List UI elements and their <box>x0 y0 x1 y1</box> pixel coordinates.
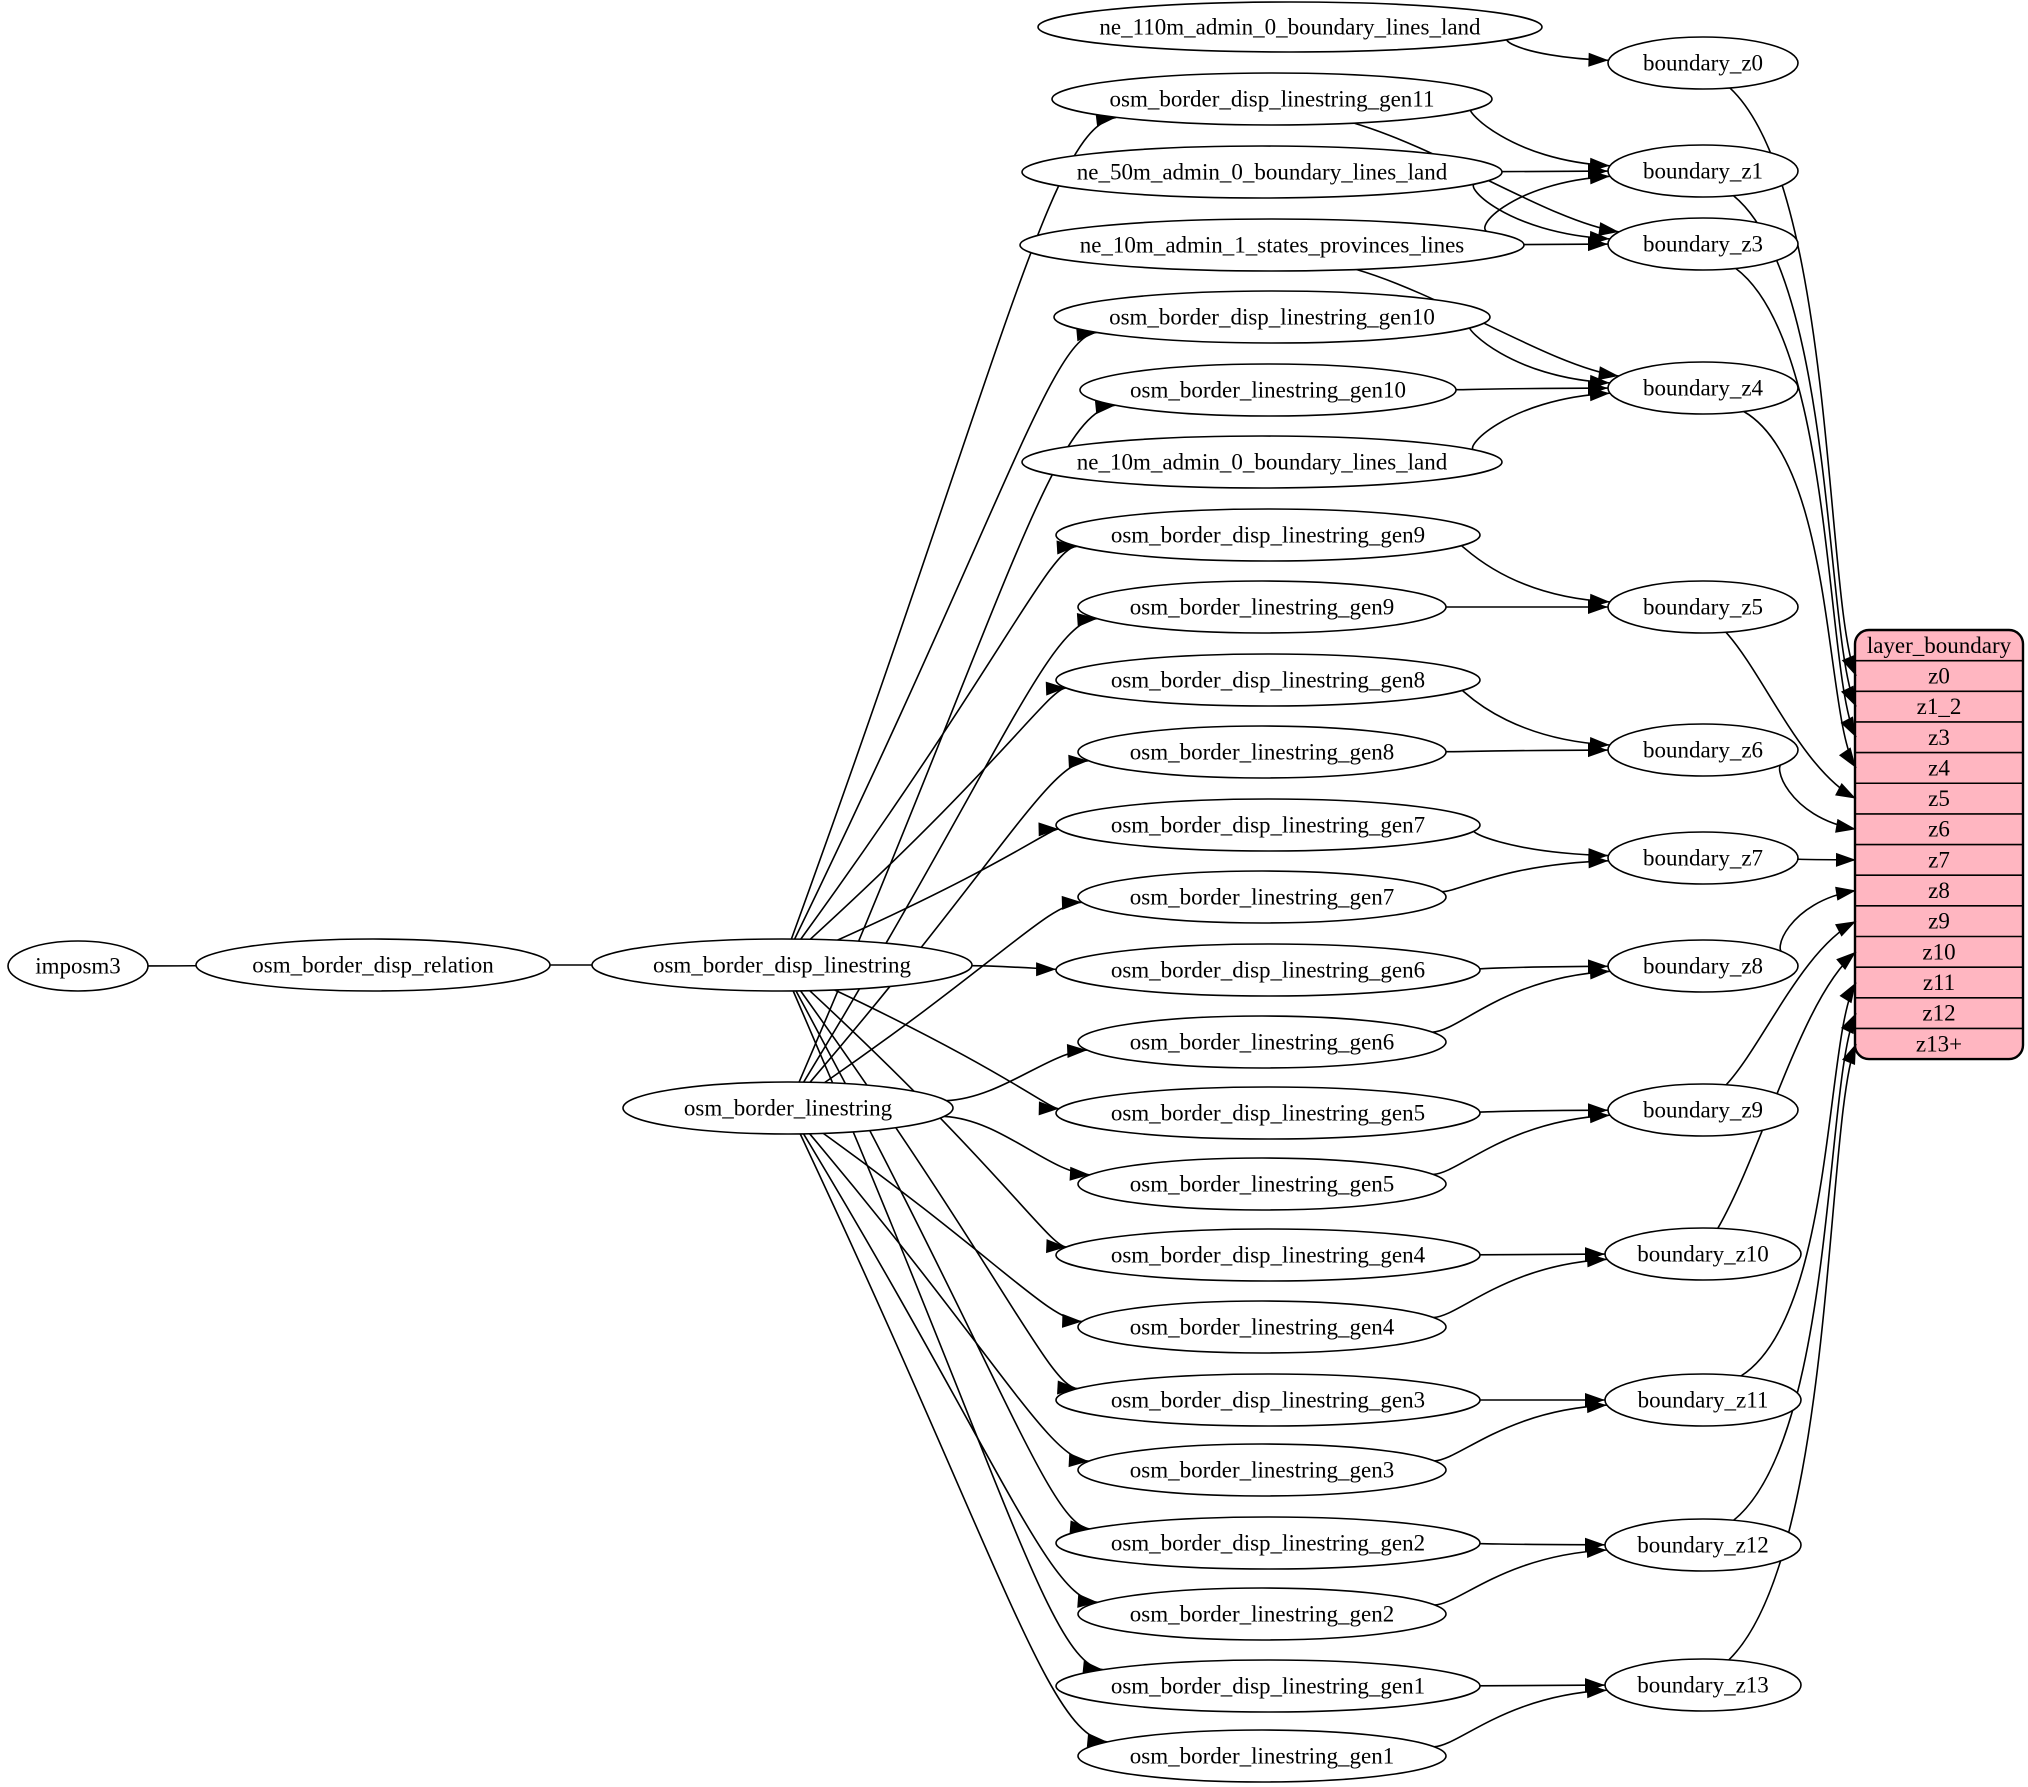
node-imposm3 <box>8 941 148 991</box>
edge-osm_border_disp_linestring_gen11-to-boundary_z1 <box>1471 110 1610 166</box>
edge-osm_border_linestring_gen10-to-boundary_z4 <box>1456 388 1608 390</box>
imposm3-label: imposm3 <box>35 953 121 979</box>
node-ne_10m_admin_0_boundary_lines_land <box>1022 436 1502 488</box>
node-boundary_z11 <box>1605 1374 1801 1426</box>
edge-osm_border_disp_linestring-to-osm_border_disp_linestring_gen7 <box>838 829 1059 940</box>
node-osm_border_disp_linestring_gen6 <box>1056 944 1480 996</box>
edge-osm_border_linestring-to-osm_border_linestring_gen8 <box>810 761 1089 1082</box>
osm_border_linestring_gen1-label: osm_border_linestring_gen1 <box>1129 1743 1395 1769</box>
record-row-label-z4: z4 <box>1928 755 1950 781</box>
boundary_z10-label: boundary_z10 <box>1637 1241 1769 1267</box>
node-osm_border_linestring <box>623 1082 953 1134</box>
osm_border_disp_linestring_gen3-label: osm_border_disp_linestring_gen3 <box>1110 1387 1426 1413</box>
layer-boundary-record <box>1855 630 2023 1059</box>
record-row-label-z0: z0 <box>1928 663 1950 689</box>
osm_border_disp_linestring_gen11-label: osm_border_disp_linestring_gen11 <box>1109 86 1435 112</box>
osm_border_disp_linestring-label: osm_border_disp_linestring <box>652 952 912 978</box>
node-boundary_z5 <box>1608 581 1798 633</box>
record-row-label-z12: z12 <box>1922 1000 1956 1026</box>
node-osm_border_disp_linestring_gen5 <box>1056 1087 1480 1139</box>
boundary_z7-label: boundary_z7 <box>1642 845 1764 871</box>
boundary_z5-label: boundary_z5 <box>1642 594 1764 620</box>
ne_10m_admin_1_states_provinces_lines-label: ne_10m_admin_1_states_provinces_lines <box>1079 232 1465 258</box>
osm_border_disp_linestring_gen4-label: osm_border_disp_linestring_gen4 <box>1110 1242 1426 1268</box>
ne_110m_admin_0_boundary_lines_land-label: ne_110m_admin_0_boundary_lines_land <box>1099 14 1481 40</box>
ne_10m_admin_0_boundary_lines_land-label: ne_10m_admin_0_boundary_lines_land <box>1076 449 1448 475</box>
edge-osm_border_linestring-to-osm_border_linestring_gen3 <box>810 1134 1089 1461</box>
edge-osm_border_disp_linestring-to-osm_border_disp_linestring_gen6 <box>972 966 1056 970</box>
osm_border_linestring_gen5-label: osm_border_linestring_gen5 <box>1129 1171 1395 1197</box>
edge-osm_border_disp_linestring_gen8-to-boundary_z6 <box>1462 690 1610 745</box>
edge-osm_border_disp_linestring_gen9-to-boundary_z5 <box>1461 546 1610 602</box>
osm_border_linestring_gen2-label: osm_border_linestring_gen2 <box>1129 1601 1395 1627</box>
record-row-label-z11: z11 <box>1922 969 1956 995</box>
osm_border_linestring_gen4-label: osm_border_linestring_gen4 <box>1129 1314 1395 1340</box>
edge-osm_border_disp_linestring_gen6-to-boundary_z8 <box>1477 966 1608 969</box>
edge-osm_border_disp_linestring_gen2-to-boundary_z12 <box>1477 1543 1605 1545</box>
osm_border_disp_linestring_gen2-label: osm_border_disp_linestring_gen2 <box>1110 1530 1426 1556</box>
boundary_z4-label: boundary_z4 <box>1642 375 1764 401</box>
boundary_z12-label: boundary_z12 <box>1637 1532 1769 1558</box>
edge-osm_border_disp_linestring-to-osm_border_disp_linestring_gen3 <box>801 991 1078 1389</box>
edge-osm_border_disp_linestring_gen5-to-boundary_z9 <box>1477 1110 1608 1112</box>
edge-osm_border_linestring-to-osm_border_linestring_gen4 <box>823 1133 1082 1321</box>
node-osm_border_linestring_gen10 <box>1080 364 1456 416</box>
osm_border_linestring_gen7-label: osm_border_linestring_gen7 <box>1129 884 1395 910</box>
edge-osm_border_linestring_gen8-to-boundary_z6 <box>1446 750 1608 752</box>
osm_border_linestring_gen3-label: osm_border_linestring_gen3 <box>1129 1457 1395 1483</box>
nodes-layer <box>8 2 1801 1782</box>
node-osm_border_linestring_gen4 <box>1078 1301 1446 1353</box>
edge-boundary_z8-to-layer_boundary.z8 <box>1780 891 1856 953</box>
edge-osm_border_disp_linestring_gen4-to-boundary_z10 <box>1477 1254 1605 1255</box>
record-row-label-z8: z8 <box>1928 878 1950 904</box>
boundary_z13-label: boundary_z13 <box>1637 1672 1769 1698</box>
node-boundary_z12 <box>1605 1519 1801 1571</box>
node-boundary_z4 <box>1608 362 1798 414</box>
node-osm_border_disp_linestring_gen1 <box>1056 1660 1480 1712</box>
osm_border_linestring_gen6-label: osm_border_linestring_gen6 <box>1129 1029 1395 1055</box>
osm_border_linestring-label: osm_border_linestring <box>683 1095 893 1121</box>
node-osm_border_linestring_gen1 <box>1078 1730 1446 1782</box>
record-row-label-z5: z5 <box>1928 786 1950 812</box>
record-row-label-z3: z3 <box>1928 724 1950 750</box>
edge-osm_border_disp_linestring_gen10-to-boundary_z4 <box>1470 328 1610 383</box>
edge-osm_border_linestring-to-osm_border_linestring_gen9 <box>804 619 1098 1083</box>
edge-osm_border_linestring_gen4-to-boundary_z10 <box>1433 1259 1607 1317</box>
node-osm_border_disp_relation <box>196 939 550 991</box>
edge-osm_border_linestring_gen1-to-boundary_z13 <box>1434 1690 1607 1747</box>
osm_border_disp_linestring_gen9-label: osm_border_disp_linestring_gen9 <box>1110 522 1426 548</box>
node-osm_border_disp_linestring_gen9 <box>1056 509 1480 561</box>
node-boundary_z1 <box>1608 145 1798 197</box>
record-row-label-z1_2: z1_2 <box>1916 694 1962 720</box>
node-boundary_z10 <box>1605 1228 1801 1280</box>
edge-osm_border_linestring_gen3-to-boundary_z11 <box>1434 1405 1607 1461</box>
edge-boundary_z3-to-layer_boundary.z3 <box>1736 268 1856 737</box>
edge-ne_50m_admin_0_boundary_lines_land-to-boundary_z3 <box>1473 184 1609 239</box>
record-row-label-z13+: z13+ <box>1915 1031 1963 1057</box>
record-row-label-z10: z10 <box>1922 939 1956 965</box>
edge-osm_border_disp_linestring_gen1-to-boundary_z13 <box>1477 1685 1605 1686</box>
edge-osm_border_disp_linestring-to-osm_border_disp_linestring_gen10 <box>795 333 1097 940</box>
ne_50m_admin_0_boundary_lines_land-label: ne_50m_admin_0_boundary_lines_land <box>1076 159 1448 185</box>
node-boundary_z7 <box>1608 832 1798 884</box>
boundary_z11-label: boundary_z11 <box>1637 1387 1769 1413</box>
node-osm_border_disp_linestring_gen2 <box>1056 1517 1480 1569</box>
node-osm_border_linestring_gen3 <box>1078 1444 1446 1496</box>
boundary_z0-label: boundary_z0 <box>1642 50 1764 76</box>
node-osm_border_disp_linestring_gen3 <box>1056 1374 1480 1426</box>
boundary_z8-label: boundary_z8 <box>1642 953 1764 979</box>
node-osm_border_linestring_gen5 <box>1078 1158 1446 1210</box>
osm_border_linestring_gen9-label: osm_border_linestring_gen9 <box>1129 594 1395 620</box>
edge-ne_50m_admin_0_boundary_lines_land-to-boundary_z1 <box>1486 171 1608 172</box>
edge-boundary_z6-to-layer_boundary.z6 <box>1780 764 1856 829</box>
boundary_z6-label: boundary_z6 <box>1642 737 1764 763</box>
osm_border_disp_relation-label: osm_border_disp_relation <box>252 952 494 978</box>
node-ne_50m_admin_0_boundary_lines_land <box>1022 146 1502 198</box>
node-osm_border_disp_linestring_gen10 <box>1054 291 1490 343</box>
node-osm_border_disp_linestring_gen7 <box>1056 799 1480 851</box>
osm_border_disp_linestring_gen1-label: osm_border_disp_linestring_gen1 <box>1110 1673 1426 1699</box>
node-osm_border_disp_linestring <box>592 939 972 991</box>
node-boundary_z9 <box>1608 1084 1798 1136</box>
node-boundary_z8 <box>1608 940 1798 992</box>
record-row-label-z9: z9 <box>1928 908 1950 934</box>
node-osm_border_linestring_gen7 <box>1078 871 1446 923</box>
node-osm_border_disp_linestring_gen11 <box>1052 73 1492 125</box>
osm_border_disp_linestring_gen6-label: osm_border_disp_linestring_gen6 <box>1110 957 1426 983</box>
node-osm_border_linestring_gen2 <box>1078 1588 1446 1640</box>
edge-osm_border_linestring_gen2-to-boundary_z12 <box>1435 1550 1607 1605</box>
edge-osm_border_linestring-to-osm_border_linestring_gen1 <box>800 1134 1107 1742</box>
boundary_z3-label: boundary_z3 <box>1642 231 1764 257</box>
node-osm_border_linestring_gen8 <box>1078 726 1446 778</box>
node-ne_110m_admin_0_boundary_lines_land <box>1038 2 1542 52</box>
osm_border_disp_linestring_gen8-label: osm_border_disp_linestring_gen8 <box>1110 667 1426 693</box>
edge-osm_border_disp_linestring_gen7-to-boundary_z7 <box>1474 830 1609 855</box>
edge-ne_110m_admin_0_boundary_lines_land-to-boundary_z0 <box>1506 34 1608 60</box>
node-boundary_z13 <box>1605 1659 1801 1711</box>
edges-layer <box>148 34 1856 1747</box>
node-boundary_z3 <box>1608 218 1798 270</box>
boundary_z9-label: boundary_z9 <box>1642 1097 1764 1123</box>
osm_border_linestring_gen8-label: osm_border_linestring_gen8 <box>1129 739 1395 765</box>
osm_border_linestring_gen10-label: osm_border_linestring_gen10 <box>1130 377 1406 403</box>
edge-ne_10m_admin_0_boundary_lines_land-to-boundary_z4 <box>1473 393 1610 450</box>
edge-osm_border_disp_linestring-to-osm_border_disp_linestring_gen8 <box>810 688 1066 939</box>
record-row-label-z6: z6 <box>1928 816 1950 842</box>
osm_border_disp_linestring_gen5-label: osm_border_disp_linestring_gen5 <box>1110 1100 1426 1126</box>
node-osm_border_disp_linestring_gen8 <box>1056 654 1480 706</box>
edge-osm_border_linestring_gen7-to-boundary_z7 <box>1442 861 1608 892</box>
record-row-label-z7: z7 <box>1928 847 1950 873</box>
node-ne_10m_admin_1_states_provinces_lines <box>1020 219 1524 271</box>
osm_border_disp_linestring_gen7-label: osm_border_disp_linestring_gen7 <box>1110 812 1426 838</box>
node-boundary_z6 <box>1608 724 1798 776</box>
boundary_z1-label: boundary_z1 <box>1642 158 1764 184</box>
record-header-label: layer_boundary <box>1866 632 2012 658</box>
edge-ne_10m_admin_1_states_provinces_lines-to-boundary_z1 <box>1485 176 1610 232</box>
osm_border_disp_linestring_gen10-label: osm_border_disp_linestring_gen10 <box>1109 304 1435 330</box>
node-osm_border_disp_linestring_gen4 <box>1056 1229 1480 1281</box>
node-osm_border_linestring_gen6 <box>1078 1016 1446 1068</box>
node-osm_border_linestring_gen9 <box>1078 581 1446 633</box>
node-boundary_z0 <box>1608 37 1798 89</box>
